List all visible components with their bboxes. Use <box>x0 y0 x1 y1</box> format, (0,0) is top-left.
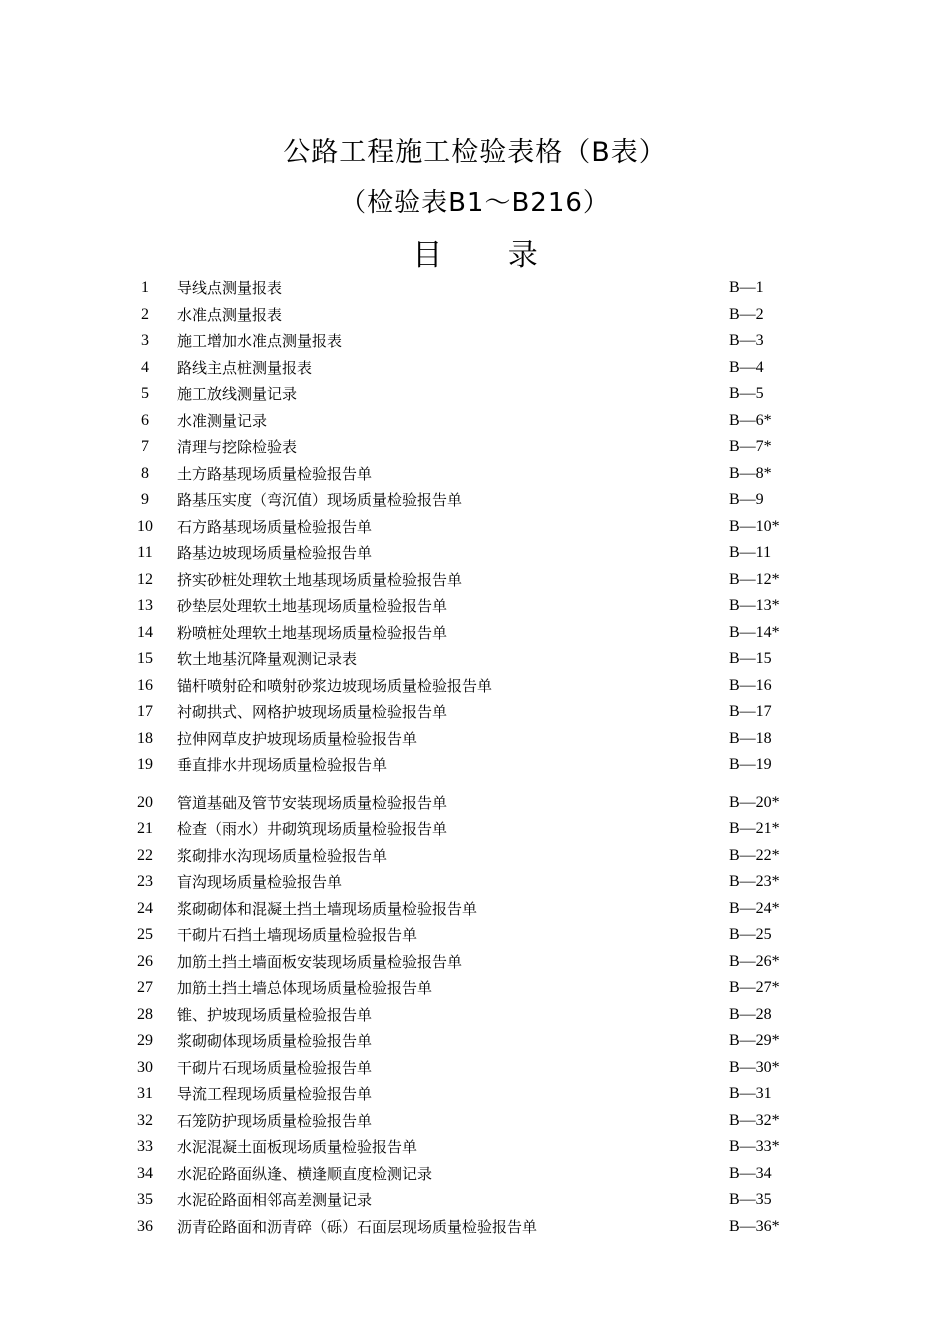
toc-entry-number: 22 <box>137 846 153 864</box>
toc-entry-title: 石方路基现场质量检验报告单 <box>177 517 373 536</box>
toc-entry <box>0 816 950 842</box>
toc-entry <box>0 922 950 948</box>
toc-entry-number: 23 <box>137 873 153 890</box>
toc-entry-number: 25 <box>137 926 153 943</box>
toc-entry <box>0 896 950 922</box>
toc-entry-title: 垂直排水井现场质量检验报告单 <box>177 756 388 774</box>
toc-entry-title: 干砌片石现场质量检验报告单 <box>177 1058 373 1077</box>
toc-entry <box>0 328 950 354</box>
toc-entry <box>0 699 950 725</box>
toc-entry-title: 浆砌砌体现场质量检验报告单 <box>177 1032 373 1050</box>
toc-entry-form-code: B—18 <box>729 729 772 747</box>
contents-heading: 目 录 <box>412 238 566 273</box>
toc-entry-number: 19 <box>137 756 153 773</box>
toc-entry-title: 浆砌排水沟现场质量检验报告单 <box>177 846 388 865</box>
toc-entry-form-code: B—3 <box>729 332 764 349</box>
toc-entry-form-code: B—30* <box>729 1058 780 1076</box>
toc-entry <box>0 1134 950 1160</box>
toc-entry <box>0 593 950 619</box>
toc-entry-title: 水泥砼路面相邻高差测量记录 <box>177 1191 373 1209</box>
toc-entry-number: 9 <box>141 491 149 508</box>
toc-entry <box>0 487 950 513</box>
toc-entry-title: 锥、护坡现场质量检验报告单 <box>177 1005 373 1024</box>
toc-entry <box>0 275 950 301</box>
toc-entry <box>0 1108 950 1134</box>
toc-entry <box>0 434 950 460</box>
toc-entry-number: 31 <box>137 1085 153 1102</box>
toc-entry-number: 36 <box>137 1217 153 1235</box>
document-subtitle: （检验表B1～B216） <box>340 188 610 218</box>
toc-entry-form-code: B—19 <box>729 756 772 773</box>
toc-entry <box>0 381 950 407</box>
toc-entry-form-code: B—24* <box>729 899 780 917</box>
toc-entry-number: 16 <box>137 676 153 694</box>
toc-entry-form-code: B—34 <box>729 1164 772 1182</box>
toc-entry-title: 沥青砼路面和沥青碎（砾）石面层现场质量检验报告单 <box>177 1217 538 1236</box>
toc-entry-title: 管道基础及管节安装现场质量检验报告单 <box>177 793 448 812</box>
toc-entry-title: 砂垫层处理软土地基现场质量检验报告单 <box>177 597 448 615</box>
toc-entry-number: 13 <box>137 597 153 614</box>
toc-entry <box>0 673 950 699</box>
toc-entry-number: 1 <box>141 279 149 296</box>
toc-entry-number: 34 <box>137 1164 153 1182</box>
toc-entry-form-code: B—2 <box>729 305 764 323</box>
toc-entry-form-code: B—16 <box>729 676 772 694</box>
toc-entry-number: 28 <box>137 1005 153 1023</box>
toc-entry-number: 35 <box>137 1191 153 1208</box>
toc-entry <box>0 843 950 869</box>
toc-entry <box>0 646 950 672</box>
toc-entry-form-code: B—31 <box>729 1085 772 1102</box>
toc-entry-title: 锚杆喷射砼和喷射砂浆边坡现场质量检验报告单 <box>177 676 493 695</box>
toc-entry-title: 干砌片石挡土墙现场质量检验报告单 <box>177 926 418 944</box>
toc-entry-form-code: B—28 <box>729 1005 772 1023</box>
toc-entry-number: 24 <box>137 899 153 917</box>
toc-entry-title: 路基边坡现场质量检验报告单 <box>177 544 373 562</box>
toc-entry <box>0 620 950 646</box>
toc-entry-form-code: B—33* <box>729 1138 780 1155</box>
toc-entry <box>0 302 950 328</box>
toc-entry <box>0 1055 950 1081</box>
toc-entry <box>0 975 950 1001</box>
toc-entry <box>0 869 950 895</box>
toc-entry <box>0 408 950 434</box>
toc-entry <box>0 752 950 778</box>
toc-entry-title: 导流工程现场质量检验报告单 <box>177 1085 373 1103</box>
toc-entry-title: 衬砌拱式、网格护坡现场质量检验报告单 <box>177 703 448 721</box>
toc-entry-number: 7 <box>141 438 149 455</box>
toc-entry-title: 水泥砼路面纵逢、横逢顺直度检测记录 <box>177 1164 433 1183</box>
toc-entry-number: 27 <box>137 979 153 996</box>
toc-entry-form-code: B—26* <box>729 952 780 970</box>
toc-entry-number: 11 <box>137 544 153 561</box>
toc-entry <box>0 726 950 752</box>
document-title: 公路工程施工检验表格（B表） <box>283 137 667 168</box>
toc-entry-form-code: B—12* <box>729 570 780 588</box>
toc-entry-title: 施工增加水准点测量报表 <box>177 332 343 350</box>
toc-entry <box>0 514 950 540</box>
toc-entry-title: 粉喷桩处理软土地基现场质量检验报告单 <box>177 623 448 642</box>
toc-entry-form-code: B—15 <box>729 650 772 667</box>
toc-entry-number: 17 <box>137 703 153 720</box>
toc-entry-number: 2 <box>141 305 149 323</box>
toc-entry <box>0 540 950 566</box>
toc-entry-form-code: B—7* <box>729 438 772 455</box>
toc-entry <box>0 1214 950 1240</box>
toc-entry-number: 32 <box>137 1111 153 1129</box>
toc-entry-number: 15 <box>137 650 153 667</box>
toc-entry <box>0 1187 950 1213</box>
toc-entry-title: 导线点测量报表 <box>177 279 283 297</box>
toc-entry-title: 施工放线测量记录 <box>177 385 298 403</box>
toc-entry-form-code: B—21* <box>729 820 780 837</box>
toc-entry-number: 3 <box>141 332 149 349</box>
toc-entry-number: 30 <box>137 1058 153 1076</box>
toc-entry-number: 29 <box>137 1032 153 1049</box>
toc-entry-form-code: B—10* <box>729 517 780 535</box>
toc-entry-number: 18 <box>137 729 153 747</box>
toc-entry-number: 6 <box>141 411 149 429</box>
toc-entry-form-code: B—27* <box>729 979 780 996</box>
toc-entry-number: 20 <box>137 793 153 811</box>
toc-entry-number: 12 <box>137 570 153 588</box>
toc-entry-title: 检查（雨水）井砌筑现场质量检验报告单 <box>177 820 448 838</box>
toc-entry-number: 14 <box>137 623 153 641</box>
toc-entry-number: 4 <box>141 358 149 376</box>
toc-entry-number: 8 <box>141 464 149 482</box>
toc-entry-title: 水准测量记录 <box>177 411 268 430</box>
toc-entry <box>0 1028 950 1054</box>
toc-entry-form-code: B—14* <box>729 623 780 641</box>
toc-entry-form-code: B—8* <box>729 464 772 482</box>
toc-entry <box>0 355 950 381</box>
toc-entry-number: 26 <box>137 952 153 970</box>
toc-entry-number: 33 <box>137 1138 153 1155</box>
toc-entry-form-code: B—29* <box>729 1032 780 1049</box>
toc-entry <box>0 790 950 816</box>
toc-entry-form-code: B—9 <box>729 491 764 508</box>
toc-entry-title: 加筋土挡土墙总体现场质量检验报告单 <box>177 979 433 997</box>
toc-entry-title: 清理与挖除检验表 <box>177 438 298 456</box>
toc-entry-title: 水泥混凝土面板现场质量检验报告单 <box>177 1138 418 1156</box>
toc-entry-title: 浆砌砌体和混凝土挡土墙现场质量检验报告单 <box>177 899 478 918</box>
toc-entry-number: 10 <box>137 517 153 535</box>
toc-entry-form-code: B—35 <box>729 1191 772 1208</box>
toc-entry-form-code: B—13* <box>729 597 780 614</box>
toc-entry <box>0 1002 950 1028</box>
toc-entry <box>0 567 950 593</box>
toc-entry-form-code: B—17 <box>729 703 772 720</box>
toc-entry-form-code: B—22* <box>729 846 780 864</box>
toc-entry-form-code: B—11 <box>729 544 772 561</box>
toc-entry-title: 挤实砂桩处理软土地基现场质量检验报告单 <box>177 570 463 589</box>
toc-entry-form-code: B—4 <box>729 358 764 376</box>
toc-entry-form-code: B—23* <box>729 873 780 890</box>
toc-entry <box>0 461 950 487</box>
toc-entry-form-code: B—6* <box>729 411 772 429</box>
toc-entry-number: 5 <box>141 385 149 402</box>
toc-entry-title: 拉伸网草皮护坡现场质量检验报告单 <box>177 729 418 748</box>
toc-entry-title: 土方路基现场质量检验报告单 <box>177 464 373 483</box>
toc-entry-title: 盲沟现场质量检验报告单 <box>177 873 343 891</box>
toc-entry-title: 加筋土挡土墙面板安装现场质量检验报告单 <box>177 952 463 971</box>
toc-entry-title: 软土地基沉降量观测记录表 <box>177 650 358 668</box>
toc-entry-title: 路线主点桩测量报表 <box>177 358 313 377</box>
toc-entry-form-code: B—36* <box>729 1217 780 1235</box>
toc-entry <box>0 1081 950 1107</box>
toc-entry-form-code: B—1 <box>729 279 764 296</box>
toc-entry-form-code: B—5 <box>729 385 764 402</box>
toc-entry <box>0 949 950 975</box>
toc-entry-form-code: B—32* <box>729 1111 780 1129</box>
toc-entry-form-code: B—20* <box>729 793 780 811</box>
toc-entry-title: 石笼防护现场质量检验报告单 <box>177 1111 373 1130</box>
toc-entry-title: 水准点测量报表 <box>177 305 283 324</box>
toc-entry-number: 21 <box>137 820 153 837</box>
toc-entry-form-code: B—25 <box>729 926 772 943</box>
toc-entry <box>0 1161 950 1187</box>
toc-entry-title: 路基压实度（弯沉值）现场质量检验报告单 <box>177 491 463 509</box>
